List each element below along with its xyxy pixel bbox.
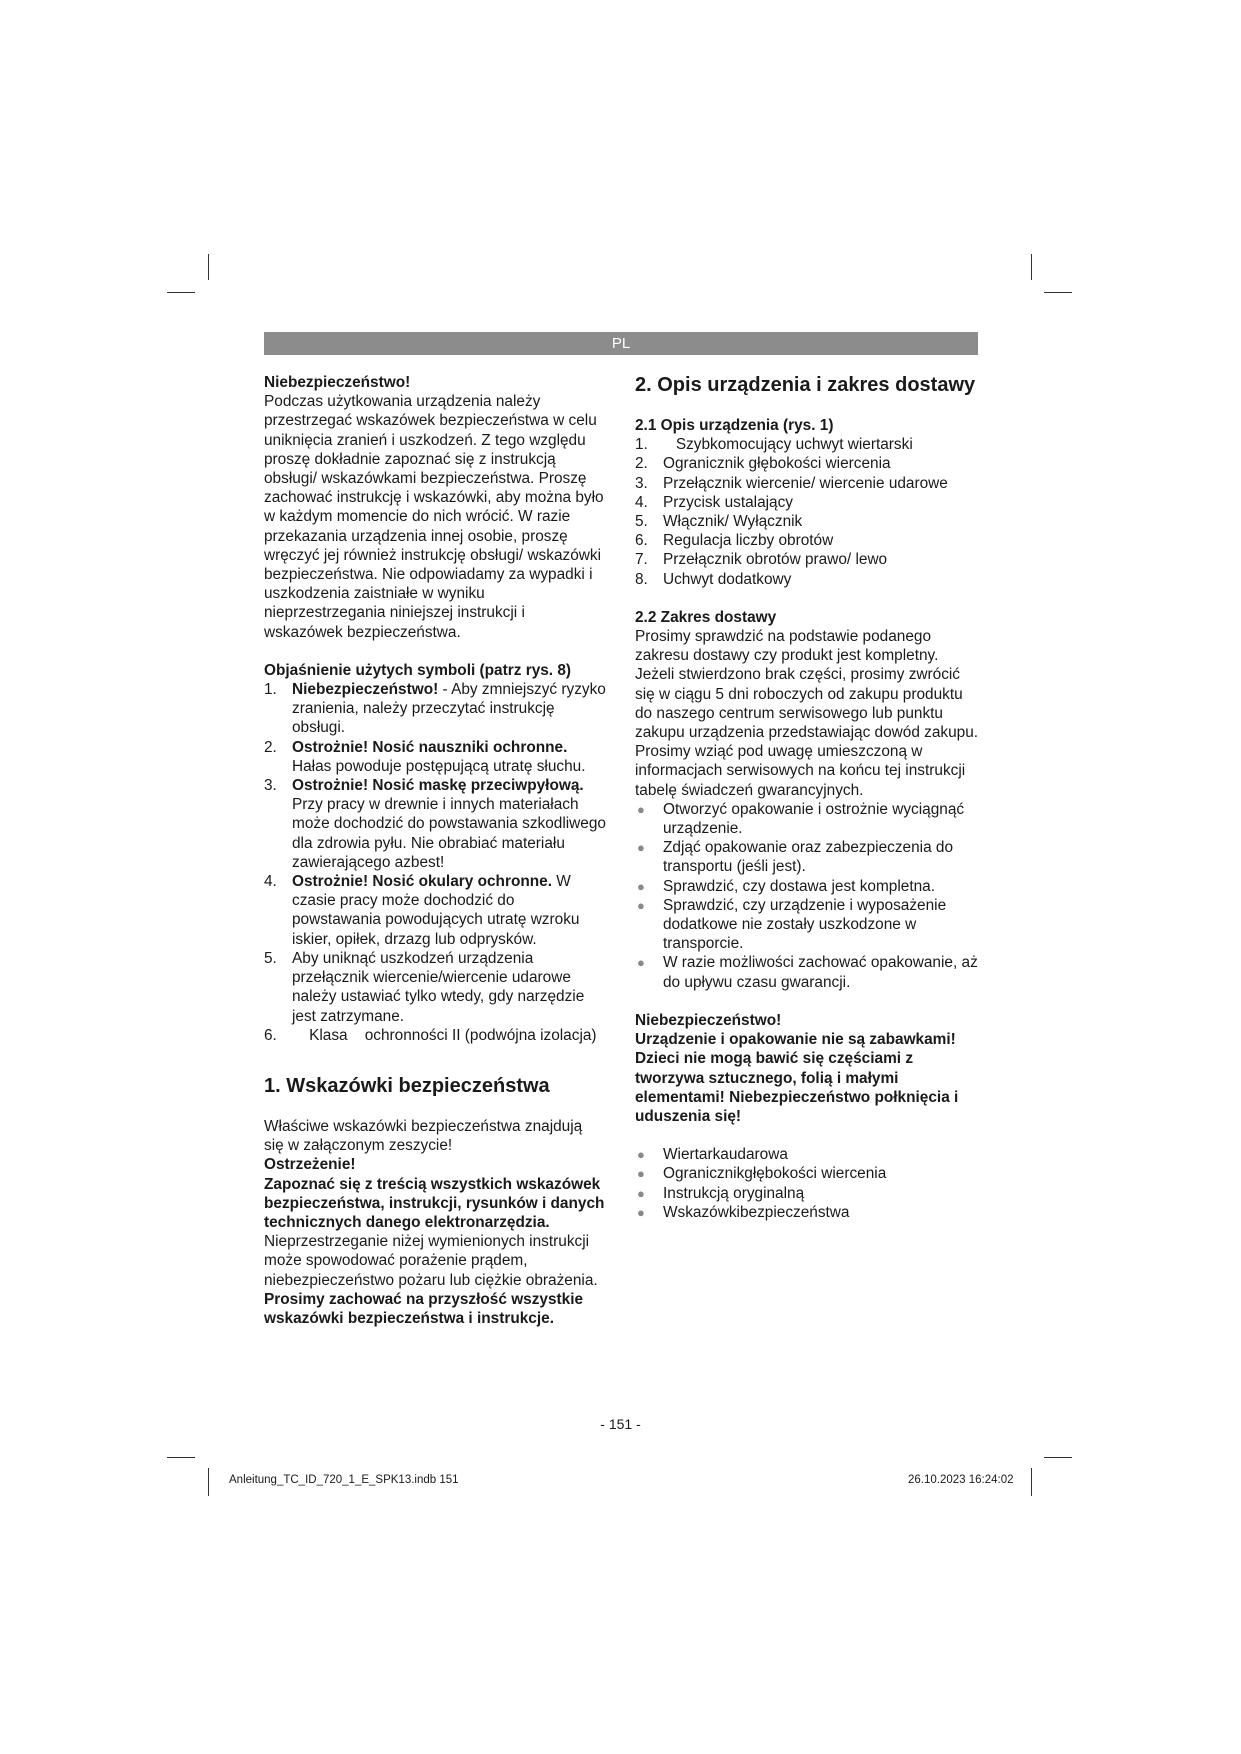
- item-text: Szybkomocujący uchwyt wiertarski: [663, 436, 913, 454]
- warning-paragraph: [264, 1175, 606, 1290]
- item-number: 1.: [635, 436, 648, 454]
- danger-title: Niebezpieczeństwo!: [264, 374, 411, 391]
- bullet-icon: [635, 1145, 663, 1164]
- section2-heading: 2. Opis urządzenia i zakres dostawy: [635, 374, 976, 396]
- bullet-icon: [635, 800, 663, 838]
- danger-text: Podczas użytkowania urządzenia należy przestrzegać wskazówek bezpieczeństwa w celu uniknięcia zranień i uszkodzeń. Z tego względu proszę dokładnie zapoznać się z instrukcją obsługi/ wskazówkami bezpieczeństwa. Proszę zachować instrukcję i wskazówki, aby można było w każdym momencie do nich wrócić. W razie przekazania urządzenia innej osobie, proszę wręczyć jej również instrukcję obsługi/ wskazówki bezpieczeństwa. Nie odpowiadamy za wypadki i uszkodzenia zaistniałe w wyniku nieprzestrzegania niniejszej instrukcji i wskazówek bezpieczeństwa.: [264, 393, 604, 641]
- item-number: 4.: [264, 873, 277, 891]
- list-item: [635, 570, 980, 589]
- item-number: 3.: [635, 474, 648, 492]
- section1-intro: Właściwe wskazówki bezpieczeństwa znajdują się w załączonym zeszycie!: [264, 1117, 583, 1155]
- checks-list: [635, 800, 980, 992]
- item-number: 2.: [635, 455, 648, 473]
- item-text: Klasa ochronności II (podwójna izolacja): [292, 1026, 597, 1044]
- crop-mark: [1044, 292, 1072, 293]
- item-text: Instrukcją oryginalną: [663, 1184, 805, 1202]
- item-bold: Ostrożnie! Nosić okulary ochronne.: [292, 873, 552, 891]
- item-text: Przycisk ustalający: [663, 493, 794, 511]
- section1-heading: 1. Wskazówki bezpieczeństwa: [264, 1074, 550, 1097]
- list-item: [635, 531, 980, 550]
- crop-mark: [208, 254, 209, 280]
- bullet-icon: [635, 1164, 663, 1183]
- warning-bold-text: Zapoznać się z treścią wszystkich wskazówek bezpieczeństwa, instrukcji, rysunków i danych technicznych danego elektronarzędzia.: [264, 1175, 605, 1231]
- item-text: Hałas powoduje postępującą utratę słuchu.: [292, 757, 586, 775]
- parts-list: [635, 435, 980, 589]
- item-text: Ogranicznikgłębokości wiercenia: [663, 1165, 887, 1183]
- item-number: 2.: [264, 738, 277, 756]
- item-text: Otworzyć opakowanie i ostrożnie wyciągnąć urządzenie.: [663, 800, 965, 838]
- footer-filename: Anleitung_TC_ID_720_1_E_SPK13.indb 151: [229, 1474, 459, 1486]
- list-item: [635, 877, 980, 896]
- item-bold: Ostrożnie! Nosić nauszniki ochronne.: [292, 738, 568, 756]
- right-column: [635, 373, 980, 1222]
- bullet-icon: [635, 838, 663, 876]
- bullet-icon: [635, 877, 663, 896]
- language-header-bar: [264, 332, 978, 355]
- danger2-title: Niebezpieczeństwo!: [635, 1011, 782, 1029]
- s21-heading: 2.1 Opis urządzenia (rys. 1): [635, 417, 834, 434]
- item-number: 8.: [635, 570, 648, 588]
- item-text: Przełącznik wiercenie/ wiercenie udarowe: [663, 474, 948, 492]
- crop-mark: [1044, 1457, 1072, 1458]
- warning-text: Nieprzestrzeganie niżej wymienionych instrukcji może spowodować porażenie prądem, niebezpieczeństwo pożaru lub ciężkie obrażenia.: [264, 1233, 598, 1289]
- list-item: [635, 1145, 980, 1164]
- item-number: 6.: [635, 532, 648, 550]
- list-item: [635, 953, 980, 991]
- crop-mark: [167, 1457, 195, 1458]
- item-text: Włącznik/ Wyłącznik: [663, 513, 803, 531]
- list-item: [264, 680, 606, 738]
- item-number: 1.: [264, 681, 277, 699]
- list-item: [635, 550, 980, 569]
- list-item: [635, 474, 980, 493]
- symbols-list: [264, 680, 606, 1045]
- item-text: Aby uniknąć uszkodzeń urządzenia przełącznik wiercenie/wiercenie udarowe należy ustawiać tylko wtedy, gdy narzędzie jest zatrzymane.: [292, 949, 585, 1025]
- danger2-text: Urządzenie i opakowanie nie są zabawkami! Dzieci nie mogą bawić się częściami z tworzywa sztucznego, folią i małymi elementami! Niebezpieczeństwo połknięcia i uduszenia się!: [635, 1031, 959, 1125]
- list-item: [635, 512, 980, 531]
- item-number: 5.: [635, 513, 648, 531]
- list-item: [264, 776, 606, 872]
- list-item: [635, 454, 980, 473]
- crop-mark: [167, 292, 195, 293]
- keep-instructions-text: Prosimy zachować na przyszłość wszystkie wskazówki bezpieczeństwa i instrukcje.: [264, 1290, 584, 1327]
- item-text: Sprawdzić, czy dostawa jest kompletna.: [663, 877, 936, 895]
- symbols-title: Objaśnienie użytych symboli (patrz rys. 8): [264, 661, 572, 679]
- s22-heading: 2.2 Zakres dostawy: [635, 608, 777, 626]
- item-text: - Aby zmniejszyć ryzyko zranienia, należy przeczytać instrukcję obsługi.: [292, 681, 606, 737]
- item-bold: Ostrożnie! Nosić maskę przeciwpyłową.: [292, 777, 584, 795]
- list-item: [635, 493, 980, 512]
- bullet-icon: [635, 953, 663, 991]
- item-text: Wskazówkibezpieczeństwa: [663, 1203, 850, 1221]
- bullet-icon: [635, 896, 663, 954]
- item-text: Przy pracy w drewnie i innych materiałach może dochodzić do powstawania szkodliwego dla zdrowia pyłu. Nie obrabiać materiału zawierającego azbest!: [292, 796, 606, 871]
- item-text: Regulacja liczby obrotów: [663, 532, 834, 550]
- item-text: W razie możliwości zachować opakowanie, aż do upływu czasu gwarancji.: [663, 954, 978, 991]
- item-text: Ogranicznik głębokości wiercenia: [663, 455, 891, 473]
- item-text: Przełącznik obrotów prawo/ lewo: [663, 551, 888, 569]
- list-item: [635, 1164, 980, 1183]
- footer-datetime: 26.10.2023 16:24:02: [908, 1474, 1014, 1486]
- item-text: Zdjąć opakowanie oraz zabezpieczenia do transportu (jeśli jest).: [663, 839, 954, 876]
- language-code: PL: [611, 335, 631, 352]
- item-number: 7.: [635, 551, 648, 569]
- left-column: [264, 373, 606, 1328]
- list-item: [264, 872, 606, 949]
- list-item: [264, 738, 606, 776]
- page-number: - 151 -: [600, 1416, 641, 1432]
- list-item: [635, 896, 980, 954]
- list-item: [264, 949, 606, 1026]
- list-item: [635, 800, 980, 838]
- list-item: [635, 1184, 980, 1203]
- item-text: Uchwyt dodatkowy: [663, 570, 792, 588]
- warning-title: Ostrzeżenie!: [264, 1156, 356, 1174]
- list-item: [635, 435, 980, 454]
- item-number: 6.: [264, 1026, 277, 1044]
- contents-list: [635, 1145, 980, 1222]
- bullet-icon: [635, 1203, 663, 1222]
- crop-mark: [1031, 1468, 1032, 1496]
- item-text: Wiertarkaudarowa: [663, 1146, 788, 1164]
- s22-text: Prosimy sprawdzić na podstawie podanego zakresu dostawy czy produkt jest kompletny. Jeżeli stwierdzono brak części, prosimy zwrócić się w ciągu 5 dni roboczych od zakupu produktu do naszego centrum serwisowego lub punktu zakupu urządzenia przedstawiając dowód zakupu. Prosimy wziąć pod uwagę umieszczoną w informacjach serwisowych na końcu tej instrukcji tabelę świadczeń gwarancyjnych.: [635, 628, 979, 799]
- crop-mark: [1031, 254, 1032, 280]
- list-item: [635, 838, 980, 876]
- item-number: 4.: [635, 493, 648, 511]
- bullet-icon: [635, 1184, 663, 1203]
- list-item: [635, 1203, 980, 1222]
- item-text: Sprawdzić, czy urządzenie i wyposażenie dodatkowe nie zostały uszkodzone w transporcie.: [663, 896, 947, 953]
- list-item: [264, 1026, 606, 1045]
- item-number: 3.: [264, 777, 277, 795]
- item-text: W czasie pracy może dochodzić do powstawania powodujących utratę wzroku iskier, opiłek, drzazg lub odprysków.: [292, 873, 580, 948]
- item-bold: Niebezpieczeństwo!: [292, 681, 439, 699]
- crop-mark: [208, 1468, 209, 1496]
- item-number: 5.: [264, 949, 277, 967]
